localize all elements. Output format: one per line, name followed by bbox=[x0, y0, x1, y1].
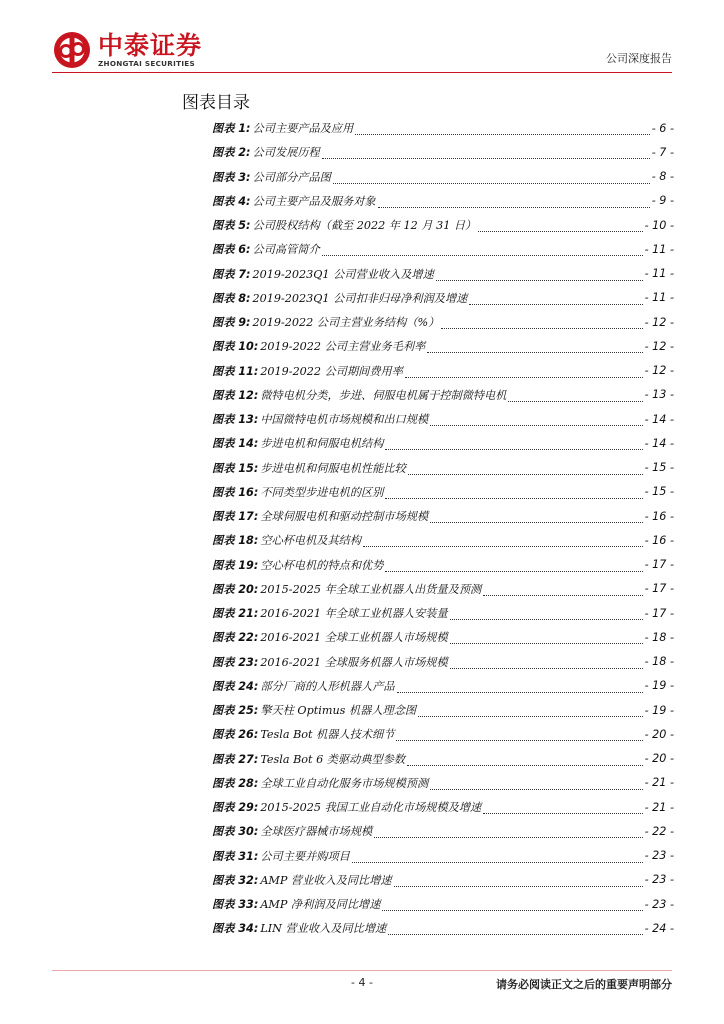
toc-leader-dots bbox=[385, 489, 642, 499]
toc-leader-dots bbox=[441, 319, 642, 329]
toc-entry-label: 图表 28: bbox=[212, 776, 259, 790]
toc-entry-page: - 16 - bbox=[644, 533, 674, 547]
toc-leader-dots bbox=[355, 125, 649, 135]
toc-entry-label: 图表 10: bbox=[212, 340, 259, 354]
toc-leader-dots bbox=[430, 780, 642, 790]
toc-entry-page: - 11 - bbox=[644, 242, 674, 256]
toc-entry[interactable] bbox=[212, 286, 674, 310]
toc-entry-label: 图表 33: bbox=[212, 898, 259, 912]
toc-entry[interactable] bbox=[212, 722, 674, 746]
toc-entry-title: 部分厂商的人形机器人产品 bbox=[260, 679, 395, 693]
toc-entry-title: Tesla Bot 6 类驱动典型参数 bbox=[260, 752, 406, 766]
toc-entry[interactable] bbox=[212, 310, 674, 334]
toc-entry[interactable] bbox=[212, 916, 674, 940]
toc-entry-title: 不同类型步进电机的区别 bbox=[260, 485, 384, 499]
company-logo bbox=[52, 30, 202, 70]
toc-leader-dots bbox=[450, 659, 643, 669]
toc-leader-dots bbox=[408, 465, 643, 475]
toc-leader-dots bbox=[388, 925, 642, 935]
toc-entry-page: - 17 - bbox=[644, 558, 674, 572]
toc-leader-dots bbox=[427, 343, 642, 353]
toc-entry-title: 2016-2021 全球服务机器人市场规模 bbox=[260, 655, 448, 669]
toc-entry-label: 图表 30: bbox=[212, 825, 259, 839]
toc-entry[interactable] bbox=[212, 625, 674, 649]
toc-entry-label: 图表 11: bbox=[212, 364, 259, 378]
toc-entry[interactable] bbox=[212, 140, 674, 164]
toc-entry-page: - 8 - bbox=[651, 170, 674, 184]
toc-entry-page: - 14 - bbox=[644, 412, 674, 426]
toc-entry-title: 2019-2022 公司主营业务结构（%） bbox=[252, 316, 440, 330]
toc-entry-label: 图表 27: bbox=[212, 752, 259, 766]
toc-entry[interactable] bbox=[212, 431, 674, 455]
toc-entry-title: 公司部分产品图 bbox=[252, 170, 331, 184]
toc-entry-title: 2015-2025 年全球工业机器人出货量及预测 bbox=[260, 582, 482, 596]
toc-entry-title: 微特电机分类，步进、伺服电机属于控制微特电机 bbox=[260, 388, 507, 402]
toc-entry[interactable] bbox=[212, 262, 674, 286]
footer-disclaimer: 请务必阅读正文之后的重要声明部分 bbox=[496, 978, 672, 991]
toc-entry[interactable] bbox=[212, 383, 674, 407]
toc-leader-dots bbox=[450, 610, 643, 620]
toc-entry[interactable] bbox=[212, 795, 674, 819]
toc-entry-label: 图表 15: bbox=[212, 461, 259, 475]
toc-entry-label: 图表 14: bbox=[212, 437, 259, 451]
toc-entry-title: LIN 营业收入及同比增速 bbox=[260, 922, 387, 936]
toc-entry-title: 公司股权结构（截至 2022 年 12 月 31 日） bbox=[252, 219, 477, 233]
toc-entry-label: 图表 20: bbox=[212, 582, 259, 596]
toc-entry-page: - 15 - bbox=[644, 485, 674, 499]
logo-chinese-name: 中泰证券 bbox=[98, 30, 203, 60]
toc-entry-label: 图表 22: bbox=[212, 631, 259, 645]
toc-leader-dots bbox=[483, 804, 642, 814]
toc-entry-label: 图表 19: bbox=[212, 558, 259, 572]
toc-leader-dots bbox=[322, 149, 650, 159]
toc-entry[interactable] bbox=[212, 528, 674, 552]
toc-leader-dots bbox=[385, 440, 642, 450]
toc-leader-dots bbox=[352, 853, 643, 863]
toc-leader-dots bbox=[333, 174, 650, 184]
toc-entry-title: 2016-2021 年全球工业机器人安装量 bbox=[260, 607, 448, 621]
toc-entry-label: 图表 26: bbox=[212, 728, 259, 742]
toc-entry-page: - 12 - bbox=[644, 364, 674, 378]
toc-leader-dots bbox=[382, 901, 642, 911]
toc-entry[interactable] bbox=[212, 237, 674, 261]
toc-entry[interactable] bbox=[212, 844, 674, 868]
toc-entry-title: 公司高管简介 bbox=[252, 243, 320, 257]
toc-entry-page: - 17 - bbox=[644, 606, 674, 620]
toc-leader-dots bbox=[363, 537, 643, 547]
toc-entry-page: - 14 - bbox=[644, 436, 674, 450]
toc-entry[interactable] bbox=[212, 771, 674, 795]
toc-entry-label: 图表 4: bbox=[212, 194, 251, 208]
toc-entry-label: 图表 23: bbox=[212, 655, 259, 669]
page-number: - 4 - bbox=[351, 976, 373, 989]
toc-entry-page: - 13 - bbox=[644, 388, 674, 402]
toc-leader-dots bbox=[378, 198, 650, 208]
toc-entry-title: 全球医疗器械市场规模 bbox=[260, 825, 373, 839]
toc-entry-page: - 21 - bbox=[644, 800, 674, 814]
toc-entry-label: 图表 3: bbox=[212, 170, 251, 184]
toc-leader-dots bbox=[430, 416, 642, 426]
toc-leader-dots bbox=[430, 513, 642, 523]
toc-leader-dots bbox=[322, 246, 643, 256]
toc-entry-label: 图表 29: bbox=[212, 801, 259, 815]
toc-entry-label: 图表 12: bbox=[212, 388, 259, 402]
toc-entry-label: 图表 21: bbox=[212, 607, 259, 621]
toc-entry-page: - 18 - bbox=[644, 630, 674, 644]
toc-entry-page: - 19 - bbox=[644, 679, 674, 693]
toc-leader-dots bbox=[483, 586, 642, 596]
zhongtai-logo-icon bbox=[52, 30, 92, 70]
toc-entry-page: - 18 - bbox=[644, 655, 674, 669]
toc-entry[interactable] bbox=[212, 868, 674, 892]
toc-entry-title: Tesla Bot 机器人技术细节 bbox=[260, 728, 395, 742]
toc-entry-page: - 20 - bbox=[644, 727, 674, 741]
toc-entry-page: - 6 - bbox=[651, 121, 674, 135]
toc-entry-title: 公司主要产品及应用 bbox=[252, 122, 354, 136]
toc-entry-label: 图表 18: bbox=[212, 534, 259, 548]
toc-entry-page: - 7 - bbox=[651, 145, 674, 159]
toc-entry-page: - 24 - bbox=[644, 921, 674, 935]
toc-entry-page: - 21 - bbox=[644, 776, 674, 790]
toc-entry[interactable] bbox=[212, 601, 674, 625]
toc-entry-title: 2019-2022 公司主营业务毛利率 bbox=[260, 340, 426, 354]
toc-leader-dots bbox=[436, 271, 643, 281]
toc-entry-title: 全球伺服电机和驱动控制市场规模 bbox=[260, 510, 429, 524]
toc-entry-label: 图表 32: bbox=[212, 873, 259, 887]
toc-entry-label: 图表 1: bbox=[212, 122, 251, 136]
toc-entry[interactable] bbox=[212, 359, 674, 383]
toc-entry[interactable] bbox=[212, 747, 674, 771]
toc-entry-page: - 12 - bbox=[644, 315, 674, 329]
toc-entry-label: 图表 16: bbox=[212, 485, 259, 499]
toc-leader-dots bbox=[374, 828, 642, 838]
toc-leader-dots bbox=[396, 731, 642, 741]
toc-entry-page: - 17 - bbox=[644, 582, 674, 596]
toc-leader-dots bbox=[508, 392, 642, 402]
toc-entry-title: 公司主要并购项目 bbox=[260, 849, 350, 863]
toc-entry-label: 图表 6: bbox=[212, 243, 251, 257]
toc-entry-page: - 9 - bbox=[651, 194, 674, 208]
toc-entry-page: - 16 - bbox=[644, 509, 674, 523]
toc-entry-label: 图表 7: bbox=[212, 267, 251, 281]
toc-entry-title: AMP 营业收入及同比增速 bbox=[260, 873, 392, 887]
toc-entry-title: 全球工业自动化服务市场规模预测 bbox=[260, 776, 429, 790]
toc-entry-title: 空心杯电机及其结构 bbox=[260, 534, 362, 548]
footer-divider bbox=[52, 970, 672, 971]
document-type: 公司深度报告 bbox=[606, 52, 672, 65]
toc-entry[interactable] bbox=[212, 480, 674, 504]
toc-entry-title: AMP 净利润及同比增速 bbox=[260, 898, 381, 912]
toc-entry-title: 2019-2022 公司期间费用率 bbox=[260, 364, 403, 378]
toc-entry-label: 图表 5: bbox=[212, 219, 251, 233]
toc-entry-page: - 23 - bbox=[644, 897, 674, 911]
toc-entry[interactable] bbox=[212, 698, 674, 722]
toc-entry-title: 2019-2023Q1 公司营业收入及增速 bbox=[252, 267, 434, 281]
toc-entry-label: 图表 34: bbox=[212, 922, 259, 936]
toc-entry[interactable] bbox=[212, 334, 674, 358]
toc-entry[interactable] bbox=[212, 456, 674, 480]
toc-leader-dots bbox=[469, 295, 642, 305]
toc-entry-label: 图表 13: bbox=[212, 413, 259, 427]
toc-entry[interactable] bbox=[212, 407, 674, 431]
toc-entry[interactable] bbox=[212, 116, 674, 140]
toc-entry-label: 图表 9: bbox=[212, 316, 251, 330]
toc-entry-title: 中国微特电机市场规模和出口规模 bbox=[260, 413, 429, 427]
toc-entry-label: 图表 31: bbox=[212, 849, 259, 863]
toc-title: 图表目录 bbox=[182, 93, 250, 113]
toc-entry[interactable] bbox=[212, 650, 674, 674]
toc-entry-title: 2016-2021 全球工业机器人市场规模 bbox=[260, 631, 448, 645]
toc-entry-title: 2019-2023Q1 公司扣非归母净利润及增速 bbox=[252, 291, 468, 305]
toc-leader-dots bbox=[450, 634, 643, 644]
toc-entry-page: - 15 - bbox=[644, 461, 674, 475]
toc-entry-page: - 23 - bbox=[644, 849, 674, 863]
toc-entry-page: - 19 - bbox=[644, 703, 674, 717]
toc-entry-label: 图表 17: bbox=[212, 510, 259, 524]
toc-entry-title: 2015-2025 我国工业自动化市场规模及增速 bbox=[260, 801, 482, 815]
toc-entry-page: - 23 - bbox=[644, 873, 674, 887]
toc-entry-label: 图表 8: bbox=[212, 291, 251, 305]
toc-entry-title: 公司主要产品及服务对象 bbox=[252, 194, 376, 208]
toc-leader-dots bbox=[397, 683, 643, 693]
toc-leader-dots bbox=[405, 368, 643, 378]
toc-entry-page: - 12 - bbox=[644, 339, 674, 353]
toc-entry-title: 步进电机和伺服电机性能比较 bbox=[260, 461, 406, 475]
toc-entry-page: - 11 - bbox=[644, 291, 674, 305]
toc-leader-dots bbox=[394, 877, 643, 887]
logo-english-name: ZHONGTAI SECURITIES bbox=[98, 58, 195, 68]
toc-leader-dots bbox=[418, 707, 643, 717]
toc-entry-page: - 22 - bbox=[644, 824, 674, 838]
toc-entry-label: 图表 25: bbox=[212, 704, 259, 718]
toc-entry-title: 擎天柱 Optimus 机器人理念图 bbox=[260, 704, 417, 718]
toc-entry[interactable] bbox=[212, 189, 674, 213]
toc-leader-dots bbox=[407, 756, 643, 766]
figure-list bbox=[212, 116, 674, 941]
toc-entry[interactable] bbox=[212, 674, 674, 698]
toc-entry-title: 空心杯电机的特点和优势 bbox=[260, 558, 384, 572]
toc-entry[interactable] bbox=[212, 819, 674, 843]
toc-entry[interactable] bbox=[212, 553, 674, 577]
toc-entry-page: - 11 - bbox=[644, 267, 674, 281]
toc-entry-page: - 20 - bbox=[644, 752, 674, 766]
header-divider bbox=[52, 72, 672, 73]
page-header bbox=[0, 0, 724, 80]
toc-entry[interactable] bbox=[212, 892, 674, 916]
toc-entry-label: 图表 24: bbox=[212, 679, 259, 693]
toc-entry[interactable] bbox=[212, 504, 674, 528]
toc-entry[interactable] bbox=[212, 165, 674, 189]
toc-entry-title: 公司发展历程 bbox=[252, 146, 320, 160]
toc-entry[interactable] bbox=[212, 577, 674, 601]
toc-entry-label: 图表 2: bbox=[212, 146, 251, 160]
toc-entry-title: 步进电机和伺服电机结构 bbox=[260, 437, 384, 451]
toc-leader-dots bbox=[478, 222, 642, 232]
toc-leader-dots bbox=[385, 562, 642, 572]
toc-entry-page: - 10 - bbox=[644, 218, 674, 232]
toc-entry[interactable] bbox=[212, 213, 674, 237]
